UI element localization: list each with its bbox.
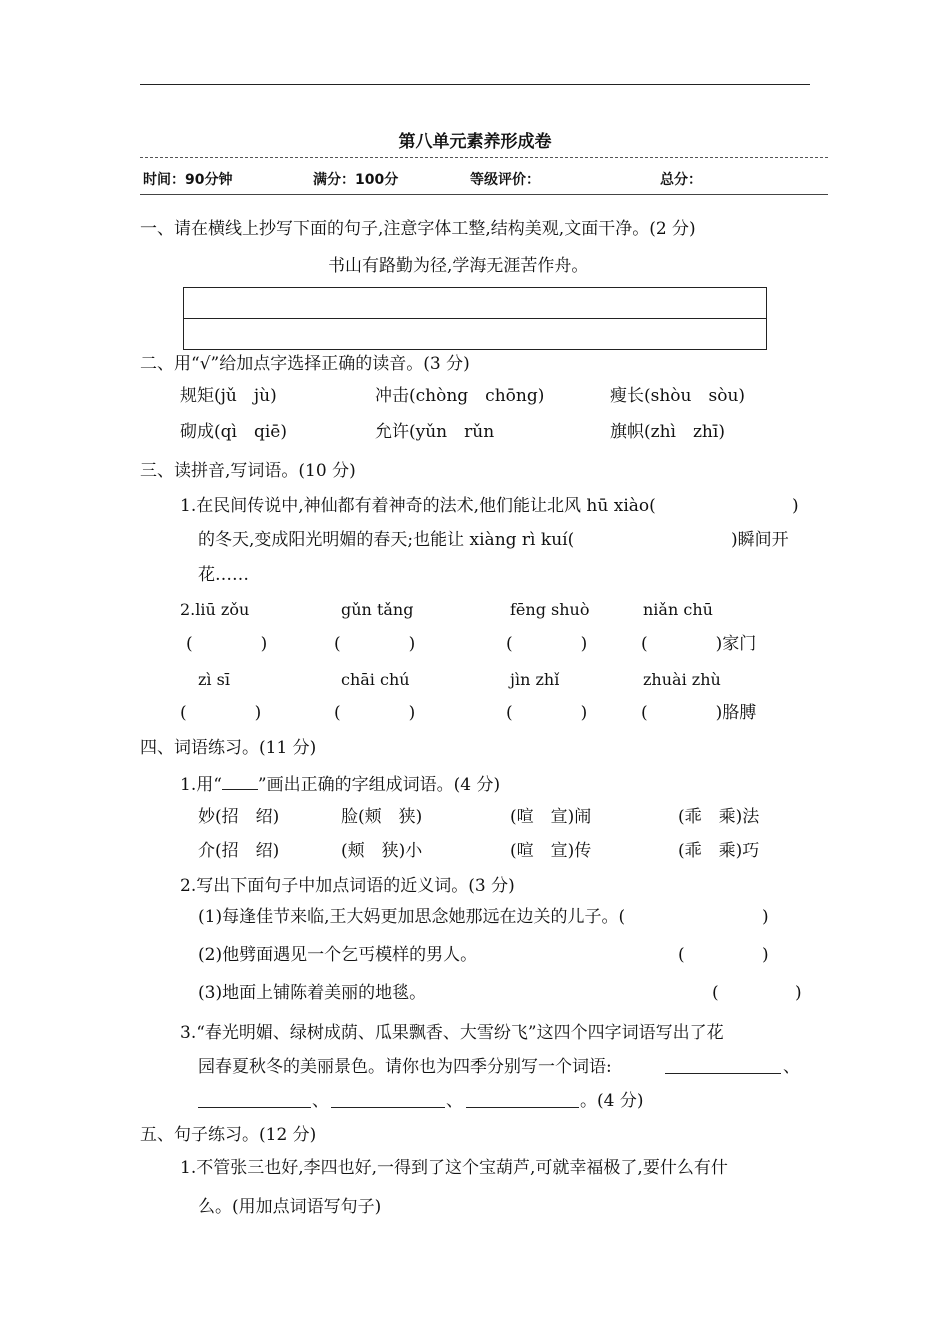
q3-1-line1: 1.在民间传说中,神仙都有着神奇的法术,他们能让北风 hū xiào( [180, 496, 656, 516]
synonym-blank-close[interactable]: ) [795, 983, 802, 1003]
synonym-blank-open[interactable]: ( [678, 945, 685, 965]
answer-blank[interactable]: ( ) [506, 703, 588, 723]
season-word-line[interactable] [665, 1073, 781, 1074]
pinyin-label: chāi chú [341, 670, 410, 689]
pinyin-label: gǔn tǎng [341, 600, 414, 619]
time-info: 时间：90分钟 [143, 172, 233, 188]
synonym-question: (2)他劈面遇见一个乞丐模样的男人。 [198, 945, 478, 965]
pinyin-label: 2.liū zǒu [180, 600, 250, 619]
q3-1-line3: 花…… [198, 565, 249, 585]
q4-3-line2: 园春夏秋冬的美丽景色。请你也为四季分别写一个词语: [198, 1057, 612, 1077]
answer-blank[interactable]: ( ) [186, 634, 268, 654]
pronunciation-item[interactable]: 规矩(jǔ jù) [180, 386, 277, 406]
full-score-info: 满分：100分 [313, 172, 399, 188]
q4-3-end: 。(4 分) [580, 1091, 644, 1111]
word-choice[interactable]: (乖 乘)法 [678, 807, 760, 827]
top-rule [140, 84, 810, 85]
pinyin-label: zhuài zhù [643, 670, 721, 689]
word-choice[interactable]: 介(招 绍) [198, 841, 280, 861]
q4-1-instruction [180, 773, 500, 795]
synonym-blank-close[interactable]: ) [762, 907, 769, 927]
pronunciation-item[interactable]: 旗帜(zhì zhī) [610, 422, 725, 442]
answer-blank[interactable]: ( ) [334, 703, 416, 723]
q5-1-line2: 么。(用加点词语写句子) [198, 1197, 382, 1217]
grade-info: 等级评价： [470, 172, 540, 188]
copy-sentence: 书山有路勤为径,学海无涯苦作舟。 [328, 256, 589, 276]
section-3-heading: 三、读拼音,写词语。(10 分) [140, 461, 356, 481]
answer-blank[interactable]: ( )家门 [641, 634, 757, 654]
q5-1-line1: 1.不管张三也好,李四也好,一得到了这个宝葫芦,可就幸福极了,要什么有什 [180, 1158, 728, 1178]
writing-box-divider [183, 318, 767, 319]
word-choice[interactable]: 脸(颊 狭) [341, 807, 423, 827]
section-2-heading: 二、用“√”给加点字选择正确的读音。(3 分) [140, 354, 470, 374]
word-choice[interactable]: 妙(招 绍) [198, 807, 280, 827]
q4-1-text-a: 1.用“ [180, 775, 222, 795]
q3-1-line1-close: ) [792, 496, 799, 516]
answer-blank[interactable]: ( ) [506, 634, 588, 654]
synonym-blank-close[interactable]: ) [762, 945, 769, 965]
season-word-line[interactable] [198, 1107, 311, 1108]
section-1-heading: 一、请在横线上抄写下面的句子,注意字体工整,结构美观,文面干净。(2 分) [140, 219, 696, 239]
separator-mark: 、 [783, 1057, 800, 1077]
synonym-blank-open[interactable]: ( [712, 983, 719, 1003]
pinyin-label: niǎn chū [643, 600, 713, 619]
q3-1-line2-end: )瞬间开 [731, 530, 789, 550]
answer-blank[interactable]: ( ) [334, 634, 416, 654]
pronunciation-item[interactable]: 瘦长(shòu sòu) [610, 386, 746, 406]
answer-blank[interactable]: ( )胳膊 [641, 703, 757, 723]
separator-mark: 、 [446, 1091, 463, 1111]
pronunciation-item[interactable]: 允许(yǔn rǔn [375, 422, 495, 442]
word-choice[interactable]: (喧 宣)闹 [510, 807, 592, 827]
total-info: 总分： [660, 172, 702, 188]
pinyin-label: fēng shuò [510, 600, 590, 619]
underline-sample [222, 773, 258, 790]
info-bar-top-rule [140, 157, 828, 158]
synonym-question: (1)每逢佳节来临,王大妈更加思念她那远在边关的儿子。( [198, 907, 626, 927]
pronunciation-item[interactable]: 冲击(chòng chōng) [375, 386, 545, 406]
season-word-line[interactable] [331, 1107, 445, 1108]
season-word-line[interactable] [466, 1107, 579, 1108]
info-bar-bottom-rule [140, 194, 828, 195]
pinyin-label: jìn zhǐ [510, 670, 560, 689]
word-choice[interactable]: (喧 宣)传 [510, 841, 592, 861]
pronunciation-item[interactable]: 砌成(qì qiē) [180, 422, 287, 442]
section-4-heading: 四、词语练习。(11 分) [140, 738, 317, 758]
page-title: 第八单元素养形成卷 [398, 132, 552, 152]
answer-blank[interactable]: ( ) [180, 703, 262, 723]
section-5-heading: 五、句子练习。(12 分) [140, 1125, 317, 1145]
q4-3-line1: 3.“春光明媚、绿树成荫、瓜果飘香、大雪纷飞”这四个四字词语写出了花 [180, 1023, 724, 1043]
word-choice[interactable]: (乖 乘)巧 [678, 841, 760, 861]
q3-1-line2: 的冬天,变成阳光明媚的春天;也能让 xiàng rì kuí( [198, 530, 575, 550]
q4-1-text-b: ”画出正确的字组成词语。(4 分) [257, 775, 501, 795]
pinyin-label: zì sī [198, 670, 230, 689]
word-choice[interactable]: (颊 狭)小 [341, 841, 423, 861]
q4-2-instruction: 2.写出下面句子中加点词语的近义词。(3 分) [180, 876, 515, 896]
synonym-question: (3)地面上铺陈着美丽的地毯。 [198, 983, 427, 1003]
separator-mark: 、 [312, 1091, 329, 1111]
